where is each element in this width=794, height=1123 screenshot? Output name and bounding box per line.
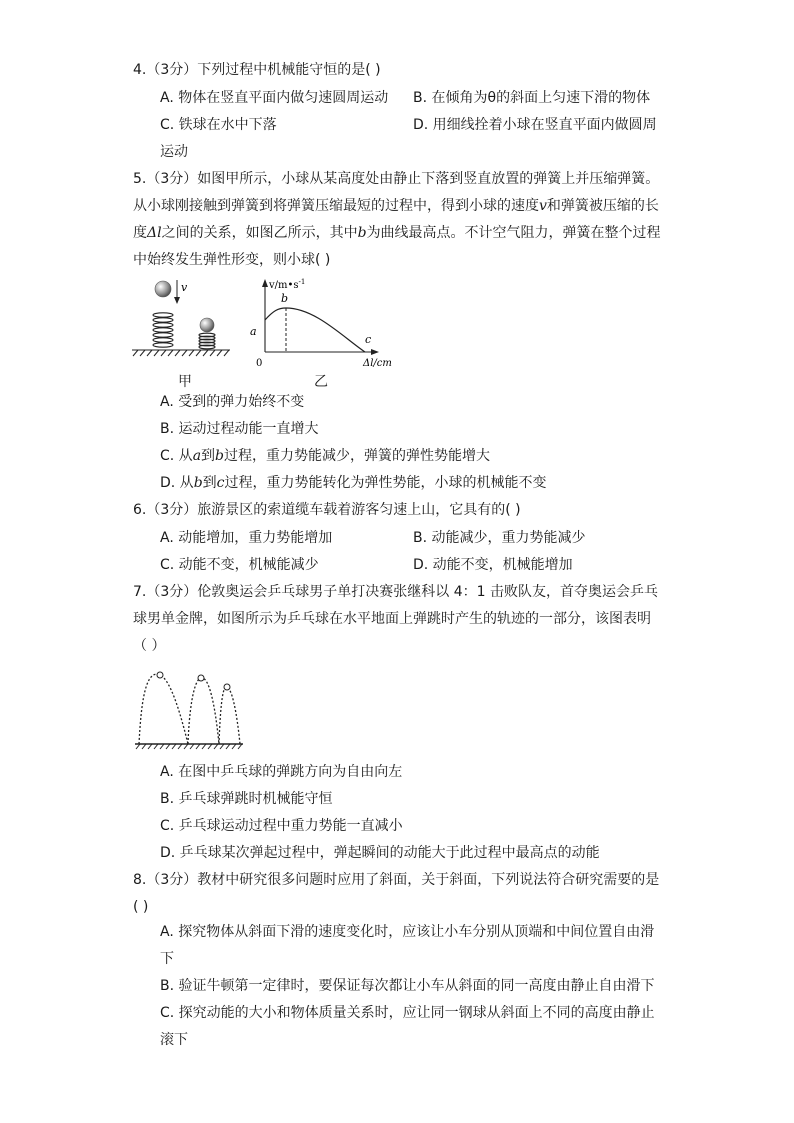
q6-option-b[interactable]: B. 动能减少，重力势能减少 <box>413 530 586 546</box>
ground-jia <box>132 350 230 356</box>
q5-option-c[interactable]: C. 从a到b过程，重力势能减少，弹簧的弹性势能增大 <box>160 448 491 464</box>
q7-option-b[interactable]: B. 乒乓球弹跳时机械能守恒 <box>160 791 333 807</box>
q6-stem: 6.（3分）旅游景区的索道缆车载着游客匀速上山，它具有的( ) <box>133 502 521 518</box>
q4-option-a[interactable]: A. 物体在竖直平面内做匀速圆周运动 <box>160 90 389 106</box>
q7-option-c[interactable]: C. 乒乓球运动过程中重力势能一直减小 <box>160 818 403 834</box>
q8-stem-line1: 8.（3分）教材中研究很多问题时应用了斜面，关于斜面，下列说法符合研究需要的是 <box>133 872 660 888</box>
q5-option-a[interactable]: A. 受到的弹力始终不变 <box>160 394 305 410</box>
origin-label: 0 <box>256 358 263 369</box>
q5-stem-line2: 从小球刚接触到弹簧到将弹簧压缩最短的过程中，得到小球的速度v和弹簧被压缩的长 <box>133 198 659 214</box>
q4-option-c[interactable]: C. 铁球在水中下落 <box>160 117 277 133</box>
q4-option-d-cont: 运动 <box>160 144 188 160</box>
q5-option-d[interactable]: D. 从b到c过程，重力势能转化为弹性势能，小球的机械能不变 <box>160 475 547 491</box>
q7-option-a[interactable]: A. 在图中乒乓球的弹跳方向为自由向左 <box>160 764 403 780</box>
q4-option-d[interactable]: D. 用细线拴着小球在竖直平面内做圆周 <box>413 117 657 133</box>
q7-stem-line3: （ ） <box>133 638 166 654</box>
q5-stem-line1: 5.（3分）如图甲所示，小球从某高度处由静止下落到竖直放置的弹簧上并压缩弹簧。 <box>133 171 660 187</box>
v-label: v <box>181 281 188 294</box>
q4-option-b[interactable]: B. 在倾角为θ的斜面上匀速下滑的物体 <box>413 90 651 106</box>
point-a-label: a <box>250 325 257 338</box>
q6-option-a[interactable]: A. 动能增加，重力势能增加 <box>160 530 333 546</box>
falling-ball <box>155 281 171 297</box>
caption-yi: 乙 <box>314 374 328 390</box>
q8-option-c[interactable]: C. 探究动能的大小和物体质量关系时，应让同一钢球从斜面上不同的高度由静止 <box>160 1005 655 1021</box>
x-axis-label: Δl/cm <box>363 358 392 369</box>
resting-ball <box>200 318 214 332</box>
spring-uncompressed <box>153 313 173 347</box>
spring-compressed <box>199 333 215 349</box>
y-axis <box>262 279 268 352</box>
figure-yi <box>245 275 410 375</box>
ground-q7 <box>135 744 243 749</box>
y-axis-label: $v/m•s^{-1}$ <box>269 278 306 291</box>
q8-option-b[interactable]: B. 验证牛顿第一定律时，要保证每次都让小车从斜面的同一高度由静止自由滑下 <box>160 978 655 994</box>
ping-pong-balls <box>157 672 230 690</box>
bounce-trajectory-figure <box>133 664 248 754</box>
caption-jia: 甲 <box>178 374 192 390</box>
q8-option-a-cont: 下 <box>160 951 174 967</box>
q7-option-d[interactable]: D. 乒乓球某次弹起过程中，弹起瞬间的动能大于此过程中最高点的动能 <box>160 845 600 861</box>
q8-stem-line2: ( ) <box>133 899 149 915</box>
point-b-label: b <box>281 292 289 305</box>
figure-jia <box>130 275 240 385</box>
q8-option-a[interactable]: A. 探究物体从斜面下滑的速度变化时，应该让小车分别从顶端和中间位置自由滑 <box>160 924 655 940</box>
q6-option-d[interactable]: D. 动能不变，机械能增加 <box>413 557 573 573</box>
q7-stem-line2: 球男单金牌，如图所示为乒乓球在水平地面上弹跳时产生的轨迹的一部分，该图表明 <box>133 611 651 627</box>
point-c-label: c <box>365 333 372 346</box>
q5-stem-line3: 度Δl之间的关系，如图乙所示，其中b为曲线最高点。不计空气阻力，弹簧在整个过程 <box>133 225 661 241</box>
q8-option-c-cont: 滚下 <box>160 1032 188 1048</box>
q5-stem-line4: 中始终发生弹性形变，则小球( ) <box>133 252 331 268</box>
velocity-curve <box>265 308 365 352</box>
q7-stem-line1: 7.（3分）伦敦奥运会乒乓球男子单打决赛张继科以 4：1 击败队友，首夺奥运会乒乓 <box>133 584 658 600</box>
q5-option-b[interactable]: B. 运动过程动能一直增大 <box>160 421 319 437</box>
q4-stem: 4.（3分）下列过程中机械能守恒的是( ) <box>133 62 381 78</box>
q6-option-c[interactable]: C. 动能不变，机械能减少 <box>160 557 319 573</box>
